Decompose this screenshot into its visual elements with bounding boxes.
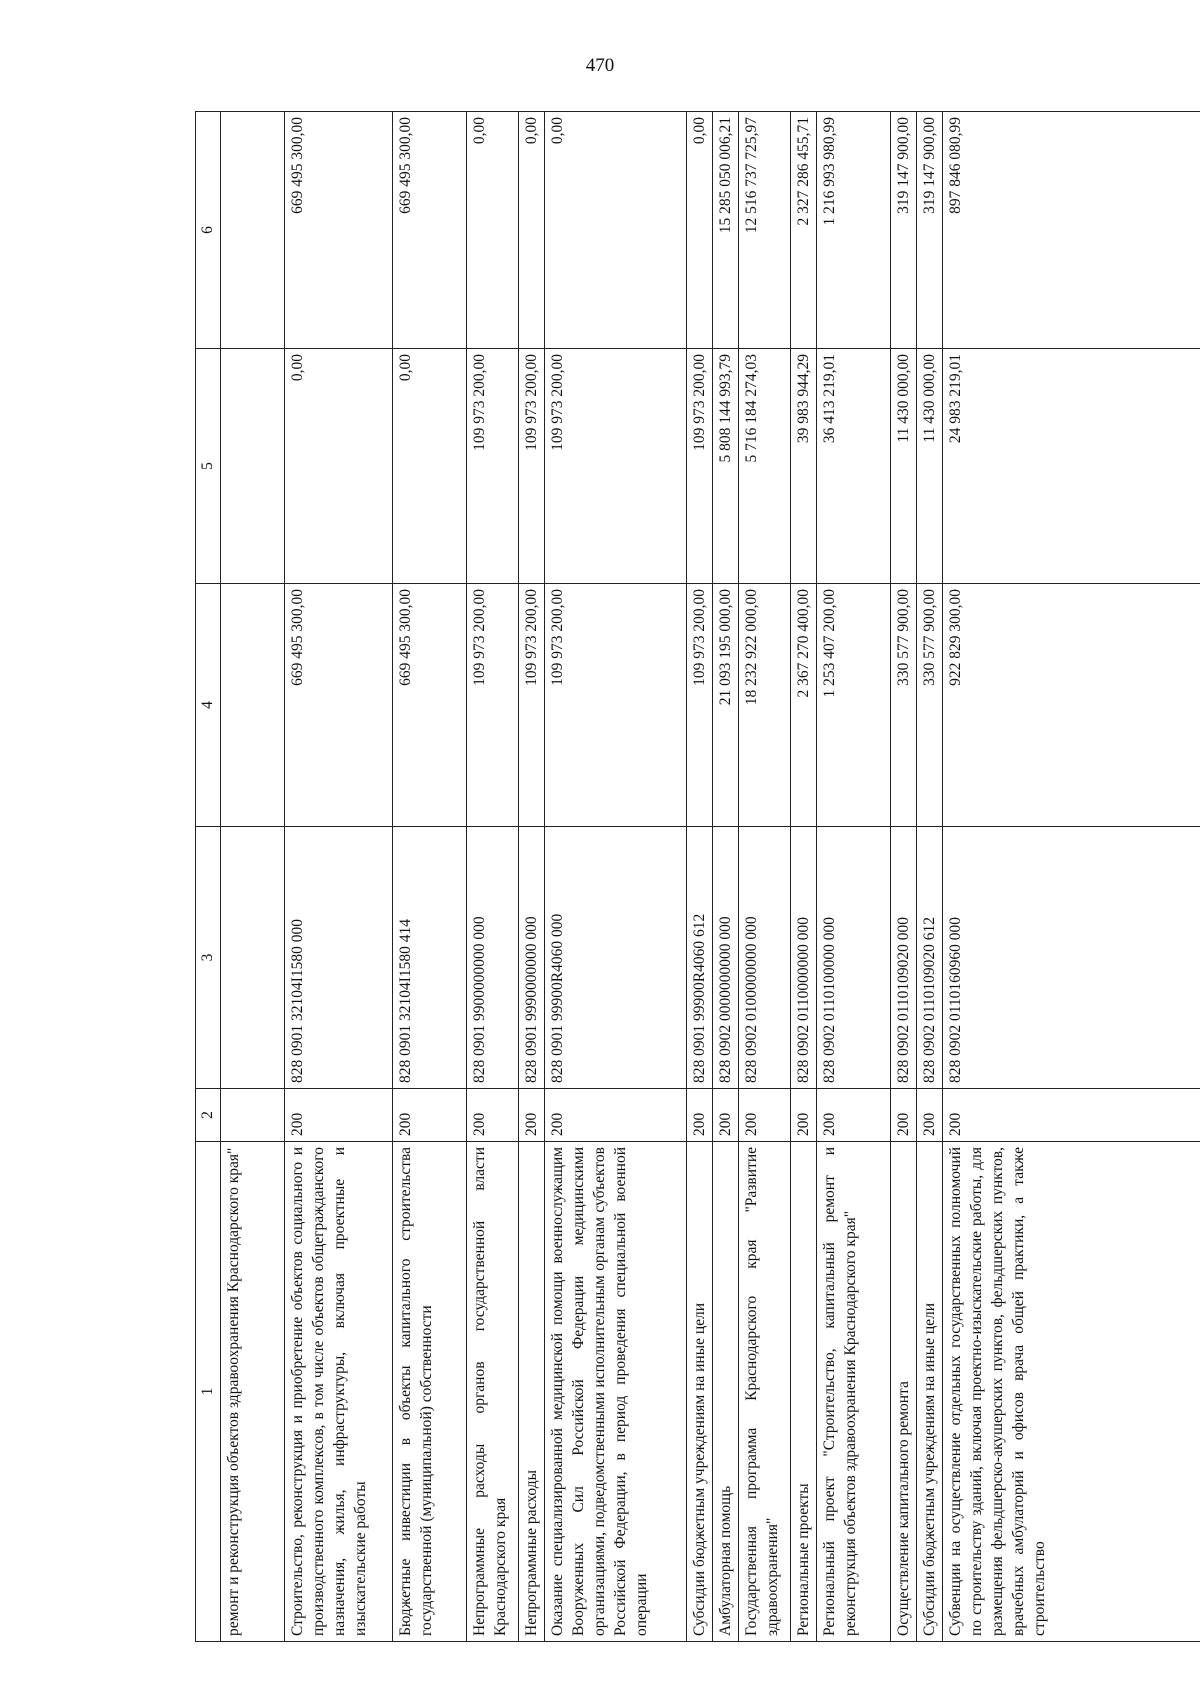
row-name: Государственная программа Краснодарского края "Развитие здравоохранения": [739, 1142, 791, 1642]
row-value-6: 0,00: [519, 112, 545, 349]
table-row: [943, 112, 1200, 1642]
budget-table: [195, 111, 1200, 1642]
row-value-6: 12 516 737 725,97: [739, 112, 791, 349]
row-admin-code: 200: [545, 1089, 687, 1142]
row-value-4: 1 253 407 200,00: [817, 584, 891, 827]
row-admin-code: 200: [285, 1089, 393, 1142]
row-budget-code: 828 0901 32104I1580 414: [393, 827, 467, 1089]
table-row: [519, 112, 545, 1642]
row-name: Непрограммные расходы: [519, 1142, 545, 1642]
row-budget-code: 828 0901 9990000000 000: [519, 827, 545, 1089]
row-budget-code: 828 0902 0110160960 000: [943, 827, 1200, 1089]
row-name: Региональный проект "Строительство, капитальный ремонт и реконструкция объектов здравоохранения Краснодарского края": [817, 1142, 891, 1642]
row-admin-code: 200: [791, 1089, 817, 1142]
row-name: Субвенции на осуществление отдельных государственных полномочий по строительству зданий, включая проектно-изыскательские работы, для размещения фельдшерско-акушерских пунктов, фельдшерских пунктов, врачебных амбулаторий и офисов врача общей практики, а также строительство: [943, 1142, 1200, 1642]
row-value-6: 2 327 286 455,71: [791, 112, 817, 349]
table-row: [713, 112, 739, 1642]
row-budget-code: 828 0902 0100000000 000: [739, 827, 791, 1089]
row-value-6: 897 846 080,99: [943, 112, 1200, 349]
row-value-6: 0,00: [545, 112, 687, 349]
row-value-4: [221, 584, 285, 827]
row-admin-code: [221, 1089, 285, 1142]
row-name: ремонт и реконструкция объектов здравоохранения Краснодарского края": [221, 1142, 285, 1642]
row-admin-code: 200: [687, 1089, 713, 1142]
row-admin-code: 200: [739, 1089, 791, 1142]
table-row: [687, 112, 713, 1642]
row-value-5: 11 430 000,00: [891, 349, 917, 584]
row-name: Субсидии бюджетным учреждениям на иные цели: [687, 1142, 713, 1642]
row-value-4: 330 577 900,00: [917, 584, 943, 827]
row-value-4: 669 495 300,00: [393, 584, 467, 827]
column-header-6: 6: [196, 112, 221, 349]
table-row: [545, 112, 687, 1642]
row-value-5: 109 973 200,00: [687, 349, 713, 584]
table-row: [739, 112, 791, 1642]
row-value-5: 5 808 144 993,79: [713, 349, 739, 584]
row-value-6: 319 147 900,00: [917, 112, 943, 349]
rotated-table-container: [195, 112, 1200, 1642]
row-value-4: 109 973 200,00: [545, 584, 687, 827]
row-value-4: 922 829 300,00: [943, 584, 1200, 827]
row-admin-code: 200: [891, 1089, 917, 1142]
row-admin-code: 200: [817, 1089, 891, 1142]
row-budget-code: 828 0901 9900000000 000: [467, 827, 519, 1089]
column-header-4: 4: [196, 584, 221, 827]
row-value-4: 330 577 900,00: [891, 584, 917, 827]
row-admin-code: 200: [393, 1089, 467, 1142]
table-row: [891, 112, 917, 1642]
column-header-1: 1: [196, 1142, 221, 1642]
row-admin-code: 200: [713, 1089, 739, 1142]
row-value-5: 109 973 200,00: [467, 349, 519, 584]
row-value-6: 1 216 993 980,99: [817, 112, 891, 349]
row-budget-code: 828 0902 0110000000 000: [791, 827, 817, 1089]
row-value-6: 319 147 900,00: [891, 112, 917, 349]
row-value-6: [221, 112, 285, 349]
row-value-4: 109 973 200,00: [519, 584, 545, 827]
row-value-4: 669 495 300,00: [285, 584, 393, 827]
row-value-5: 24 983 219,01: [943, 349, 1200, 584]
row-budget-code: 828 0902 0000000000 000: [713, 827, 739, 1089]
row-value-5: 109 973 200,00: [519, 349, 545, 584]
row-budget-code: 828 0901 32104I1580 000: [285, 827, 393, 1089]
row-value-5: 36 413 219,01: [817, 349, 891, 584]
row-admin-code: 200: [917, 1089, 943, 1142]
row-name: Бюджетные инвестиции в объекты капитального строительства государственной (муниципальной) собственности: [393, 1142, 467, 1642]
table-row: [817, 112, 891, 1642]
column-header-5: 5: [196, 349, 221, 584]
row-value-5: 39 983 944,29: [791, 349, 817, 584]
row-admin-code: 200: [519, 1089, 545, 1142]
row-value-4: 2 367 270 400,00: [791, 584, 817, 827]
table-row: [791, 112, 817, 1642]
row-name: Непрограммные расходы органов государственной власти Краснодарского края: [467, 1142, 519, 1642]
page-number: 470: [585, 55, 615, 76]
row-name: Строительство, реконструкция и приобретение объектов социального и производственного комплексов, в том числе объектов общегражданского назначения, жилья, инфраструктуры, включая проектные и изыскательские работы: [285, 1142, 393, 1642]
row-budget-code: 828 0901 99900R4060 612: [687, 827, 713, 1089]
row-value-5: 0,00: [285, 349, 393, 584]
table-row: [285, 112, 393, 1642]
row-budget-code: 828 0902 0110109020 000: [891, 827, 917, 1089]
row-value-4: 18 232 922 000,00: [739, 584, 791, 827]
row-name: Оказание специализированной медицинской помощи военнослужащим Вооруженных Сил Российской Федерации медицинскими организациями, подведомственными исполнительным органам субъектов Российской Федерации, в период проведения специальной военной операции: [545, 1142, 687, 1642]
row-name: Осуществление капитального ремонта: [891, 1142, 917, 1642]
row-name: Амбулаторная помощь: [713, 1142, 739, 1642]
row-budget-code: 828 0902 0110109020 612: [917, 827, 943, 1089]
row-value-4: 109 973 200,00: [687, 584, 713, 827]
row-name: Субсидии бюджетным учреждениям на иные цели: [917, 1142, 943, 1642]
row-value-5: [221, 349, 285, 584]
row-value-6: 0,00: [467, 112, 519, 349]
row-value-6: 15 285 050 006,21: [713, 112, 739, 349]
row-value-6: 669 495 300,00: [285, 112, 393, 349]
row-name: Региональные проекты: [791, 1142, 817, 1642]
table-row: [221, 112, 285, 1642]
row-value-5: 109 973 200,00: [545, 349, 687, 584]
row-value-4: 21 093 195 000,00: [713, 584, 739, 827]
table-row: [467, 112, 519, 1642]
table-row: [917, 112, 943, 1642]
row-admin-code: 200: [943, 1089, 1200, 1142]
row-budget-code: 828 0902 0110100000 000: [817, 827, 891, 1089]
row-budget-code: 828 0901 99900R4060 000: [545, 827, 687, 1089]
table-row: [393, 112, 467, 1642]
column-header-2: 2: [196, 1089, 221, 1142]
row-value-5: 5 716 184 274,03: [739, 349, 791, 584]
column-header-3: 3: [196, 827, 221, 1089]
header-row: [196, 112, 221, 1642]
row-value-4: 109 973 200,00: [467, 584, 519, 827]
row-admin-code: 200: [467, 1089, 519, 1142]
row-value-6: 669 495 300,00: [393, 112, 467, 349]
row-value-6: 0,00: [687, 112, 713, 349]
row-value-5: 0,00: [393, 349, 467, 584]
row-budget-code: [221, 827, 285, 1089]
row-value-5: 11 430 000,00: [917, 349, 943, 584]
